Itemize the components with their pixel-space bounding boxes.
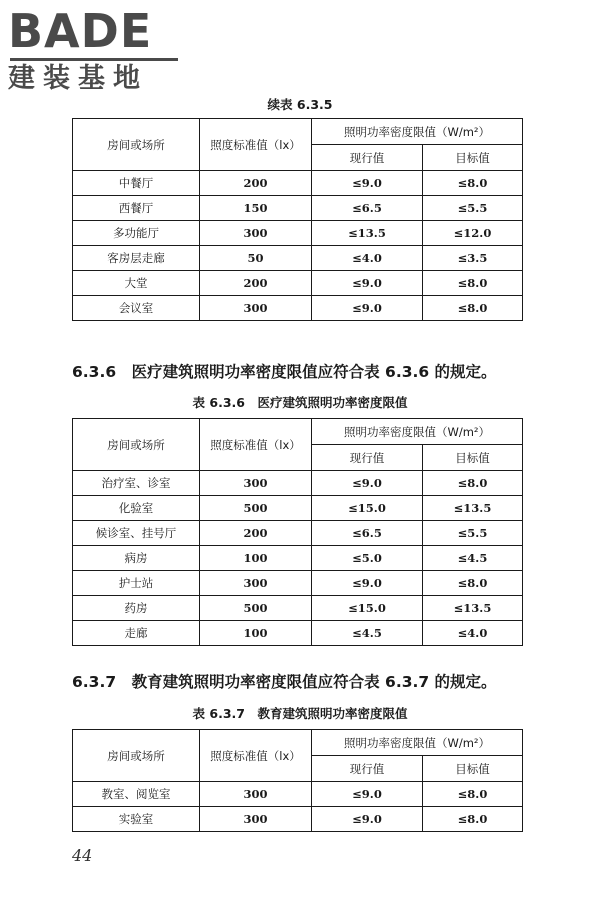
table-row bbox=[73, 196, 523, 221]
header-lux: 照度标准值（lx） bbox=[200, 730, 312, 782]
table-row bbox=[73, 496, 523, 521]
cell-lux: 150 bbox=[200, 196, 312, 221]
table-6-3-6 bbox=[72, 418, 523, 646]
cell-room: 客房层走廊 bbox=[73, 246, 200, 271]
header-lpd: 照明功率密度限值（W/m²） bbox=[312, 119, 523, 145]
table-row bbox=[73, 246, 523, 271]
page-number: 44 bbox=[72, 846, 93, 865]
header-lpd: 照明功率密度限值（W/m²） bbox=[312, 730, 523, 756]
header-target: 目标值 bbox=[423, 756, 523, 782]
logo-subtitle: 建装基地 bbox=[8, 63, 148, 94]
header-target: 目标值 bbox=[423, 445, 523, 471]
cell-current: ≤5.0 bbox=[312, 546, 423, 571]
cell-target: ≤5.5 bbox=[423, 521, 523, 546]
cell-target: ≤8.0 bbox=[423, 782, 523, 807]
cell-room: 实验室 bbox=[73, 807, 200, 832]
cell-lux: 300 bbox=[200, 782, 312, 807]
cell-current: ≤6.5 bbox=[312, 521, 423, 546]
header-lux: 照度标准值（lx） bbox=[200, 419, 312, 471]
cell-room: 病房 bbox=[73, 546, 200, 571]
header-current: 现行值 bbox=[312, 145, 423, 171]
table-row bbox=[73, 471, 523, 496]
cell-room: 走廊 bbox=[73, 621, 200, 646]
table-6-3-7 bbox=[72, 729, 523, 832]
header-lpd: 照明功率密度限值（W/m²） bbox=[312, 419, 523, 445]
cell-lux: 200 bbox=[200, 521, 312, 546]
table-row bbox=[73, 621, 523, 646]
table-row bbox=[73, 782, 523, 807]
cell-lux: 300 bbox=[200, 807, 312, 832]
header-room: 房间或场所 bbox=[73, 730, 200, 782]
table-row bbox=[73, 221, 523, 246]
cell-current: ≤15.0 bbox=[312, 596, 423, 621]
cell-target: ≤8.0 bbox=[423, 296, 523, 321]
cell-current: ≤15.0 bbox=[312, 496, 423, 521]
cell-room: 护士站 bbox=[73, 571, 200, 596]
cell-current: ≤9.0 bbox=[312, 571, 423, 596]
cell-current: ≤9.0 bbox=[312, 471, 423, 496]
cell-lux: 200 bbox=[200, 171, 312, 196]
clause-6-3-7: 6.3.7 教育建筑照明功率密度限值应符合表 6.3.7 的规定。 bbox=[72, 673, 497, 691]
cell-current: ≤9.0 bbox=[312, 782, 423, 807]
header-room: 房间或场所 bbox=[73, 419, 200, 471]
cell-target: ≤8.0 bbox=[423, 271, 523, 296]
cell-lux: 300 bbox=[200, 296, 312, 321]
header-room: 房间或场所 bbox=[73, 119, 200, 171]
cell-room: 药房 bbox=[73, 596, 200, 621]
table-row bbox=[73, 807, 523, 832]
table-6-3-6-caption: 表 6.3.6 医疗建筑照明功率密度限值 bbox=[192, 395, 408, 410]
cell-room: 候诊室、挂号厅 bbox=[73, 521, 200, 546]
cell-room: 化验室 bbox=[73, 496, 200, 521]
table-row bbox=[73, 571, 523, 596]
cell-lux: 300 bbox=[200, 471, 312, 496]
cell-room: 西餐厅 bbox=[73, 196, 200, 221]
cell-target: ≤12.0 bbox=[423, 221, 523, 246]
cell-lux: 500 bbox=[200, 596, 312, 621]
cell-lux: 500 bbox=[200, 496, 312, 521]
clause-6-3-6: 6.3.6 医疗建筑照明功率密度限值应符合表 6.3.6 的规定。 bbox=[72, 363, 497, 381]
cell-target: ≤8.0 bbox=[423, 171, 523, 196]
cell-target: ≤13.5 bbox=[423, 596, 523, 621]
cell-target: ≤8.0 bbox=[423, 571, 523, 596]
cell-room: 多功能厅 bbox=[73, 221, 200, 246]
cell-room: 教室、阅览室 bbox=[73, 782, 200, 807]
cell-target: ≤4.5 bbox=[423, 546, 523, 571]
cell-target: ≤8.0 bbox=[423, 807, 523, 832]
cell-current: ≤13.5 bbox=[312, 221, 423, 246]
cell-current: ≤9.0 bbox=[312, 271, 423, 296]
cell-lux: 300 bbox=[200, 221, 312, 246]
cell-target: ≤4.0 bbox=[423, 621, 523, 646]
cell-target: ≤13.5 bbox=[423, 496, 523, 521]
cell-current: ≤4.0 bbox=[312, 246, 423, 271]
cell-lux: 300 bbox=[200, 571, 312, 596]
table-row bbox=[73, 271, 523, 296]
header-current: 现行值 bbox=[312, 445, 423, 471]
cell-lux: 100 bbox=[200, 546, 312, 571]
cell-room: 中餐厅 bbox=[73, 171, 200, 196]
cell-room: 治疗室、诊室 bbox=[73, 471, 200, 496]
cell-target: ≤5.5 bbox=[423, 196, 523, 221]
cell-current: ≤9.0 bbox=[312, 807, 423, 832]
logo-rule bbox=[10, 58, 178, 61]
cell-target: ≤3.5 bbox=[423, 246, 523, 271]
table-row bbox=[73, 546, 523, 571]
cell-current: ≤4.5 bbox=[312, 621, 423, 646]
table-row bbox=[73, 521, 523, 546]
table-6-3-5-caption: 续表 6.3.5 bbox=[267, 97, 333, 112]
table-row bbox=[73, 596, 523, 621]
header-current: 现行值 bbox=[312, 756, 423, 782]
table-row bbox=[73, 171, 523, 196]
table-6-3-7-caption: 表 6.3.7 教育建筑照明功率密度限值 bbox=[192, 706, 408, 721]
cell-current: ≤6.5 bbox=[312, 196, 423, 221]
table-6-3-5 bbox=[72, 118, 523, 321]
header-lux: 照度标准值（lx） bbox=[200, 119, 312, 171]
brand-logo bbox=[8, 6, 183, 96]
cell-room: 大堂 bbox=[73, 271, 200, 296]
cell-current: ≤9.0 bbox=[312, 171, 423, 196]
cell-lux: 200 bbox=[200, 271, 312, 296]
cell-lux: 100 bbox=[200, 621, 312, 646]
header-target: 目标值 bbox=[423, 145, 523, 171]
logo-wordmark: BADE bbox=[8, 4, 153, 58]
cell-room: 会议室 bbox=[73, 296, 200, 321]
table-row bbox=[73, 296, 523, 321]
cell-current: ≤9.0 bbox=[312, 296, 423, 321]
cell-lux: 50 bbox=[200, 246, 312, 271]
cell-target: ≤8.0 bbox=[423, 471, 523, 496]
